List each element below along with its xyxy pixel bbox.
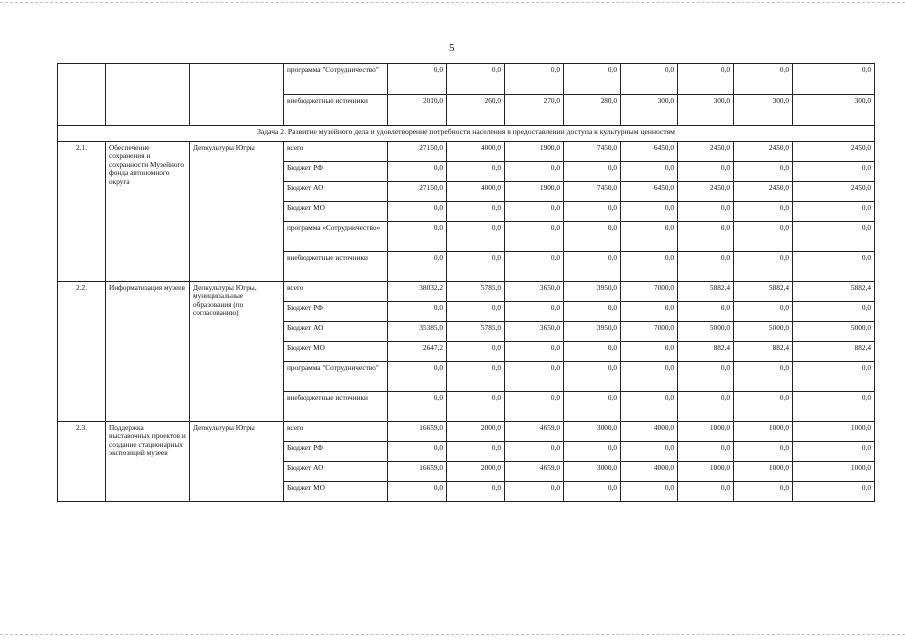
value-cell: 5882,4 <box>734 282 793 302</box>
row-label: Бюджет АО <box>284 182 388 202</box>
value-cell: 0,0 <box>505 64 564 95</box>
value-cell: 2647,2 <box>388 342 447 362</box>
value-cell: 0,0 <box>447 162 505 182</box>
value-cell: 0,0 <box>447 342 505 362</box>
row-label: Бюджет РФ <box>284 162 388 182</box>
value-cell: 0,0 <box>564 162 621 182</box>
value-cell: 0,0 <box>734 362 793 392</box>
value-cell: 1900,0 <box>505 182 564 202</box>
value-cell: 0,0 <box>734 302 793 322</box>
value-cell: 0,0 <box>564 482 621 502</box>
value-cell: 0,0 <box>505 482 564 502</box>
value-cell: 0,0 <box>447 222 505 252</box>
value-cell: 0,0 <box>505 202 564 222</box>
item-executor: Депкультуры Югры, муниципальные образования (по согласованию) <box>190 282 284 422</box>
value-cell: 1000,0 <box>793 422 875 442</box>
value-cell: 0,0 <box>734 162 793 182</box>
value-cell: 3000,0 <box>564 462 621 482</box>
row-label: Бюджет АО <box>284 462 388 482</box>
value-cell: 0,0 <box>505 252 564 282</box>
value-cell: 0,0 <box>388 64 447 95</box>
value-cell: 5000,0 <box>734 322 793 342</box>
value-cell: 0,0 <box>388 252 447 282</box>
value-cell: 0,0 <box>793 302 875 322</box>
value-cell: 7450,0 <box>564 142 621 162</box>
value-cell: 4000,0 <box>447 182 505 202</box>
value-cell: 0,0 <box>678 252 734 282</box>
value-cell: 0,0 <box>793 392 875 422</box>
value-cell: 3650,0 <box>505 282 564 302</box>
value-cell: 4000,0 <box>621 462 678 482</box>
row-label: Бюджет МО <box>284 342 388 362</box>
row-label: внебюджетные источники <box>284 252 388 282</box>
value-cell: 0,0 <box>678 362 734 392</box>
value-cell: 300,0 <box>734 95 793 126</box>
value-cell: 0,0 <box>734 202 793 222</box>
value-cell: 0,0 <box>734 64 793 95</box>
value-cell: 38032,2 <box>388 282 447 302</box>
item-name: Обеспечение сохранения и сохранности Музейного фонда автономного округа <box>106 142 190 282</box>
row-label: внебюджетные источники <box>284 95 388 126</box>
value-cell: 7000,0 <box>621 282 678 302</box>
value-cell: 300,0 <box>678 95 734 126</box>
value-cell: 2450,0 <box>793 142 875 162</box>
task-title: Задача 2. Развитие музейного дела и удовлетворение потребности населения в предоставлении доступа к культурным ценностям <box>58 126 875 142</box>
value-cell: 0,0 <box>505 392 564 422</box>
value-cell: 4000,0 <box>621 422 678 442</box>
value-cell: 0,0 <box>447 302 505 322</box>
value-cell: 2450,0 <box>734 182 793 202</box>
value-cell: 2000,0 <box>447 422 505 442</box>
row-label: всего <box>284 142 388 162</box>
value-cell: 0,0 <box>505 302 564 322</box>
row-label: Бюджет РФ <box>284 442 388 462</box>
value-cell: 1900,0 <box>505 142 564 162</box>
value-cell: 6450,0 <box>621 182 678 202</box>
value-cell: 0,0 <box>564 252 621 282</box>
item-executor: Депкультуры Югры <box>190 142 284 282</box>
value-cell: 2010,0 <box>388 95 447 126</box>
value-cell: 0,0 <box>793 252 875 282</box>
value-cell: 0,0 <box>621 202 678 222</box>
value-cell: 7000,0 <box>621 322 678 342</box>
value-cell: 0,0 <box>621 362 678 392</box>
value-cell: 0,0 <box>621 392 678 422</box>
value-cell: 0,0 <box>505 442 564 462</box>
item-number: 2.2. <box>58 282 106 422</box>
row-label: программа "Сотрудничество" <box>284 64 388 95</box>
value-cell: 0,0 <box>621 162 678 182</box>
value-cell: 0,0 <box>621 64 678 95</box>
row-label: внебюджетные источники <box>284 392 388 422</box>
value-cell: 882,4 <box>678 342 734 362</box>
value-cell: 0,0 <box>734 442 793 462</box>
value-cell: 3950,0 <box>564 282 621 302</box>
value-cell: 5785,0 <box>447 322 505 342</box>
value-cell: 3000,0 <box>564 422 621 442</box>
table-body <box>58 64 875 502</box>
value-cell: 0,0 <box>564 362 621 392</box>
row-label: Бюджет РФ <box>284 302 388 322</box>
value-cell: 0,0 <box>447 482 505 502</box>
value-cell: 0,0 <box>447 392 505 422</box>
value-cell: 0,0 <box>621 252 678 282</box>
row-label: всего <box>284 422 388 442</box>
value-cell: 0,0 <box>734 252 793 282</box>
value-cell: 280,0 <box>564 95 621 126</box>
value-cell: 0,0 <box>564 392 621 422</box>
value-cell: 6450,0 <box>621 142 678 162</box>
value-cell: 16659,0 <box>388 422 447 442</box>
value-cell: 882,4 <box>734 342 793 362</box>
item-name: Поддержка выставочных проектов и создание стационарных экспозиций музеев <box>106 422 190 502</box>
value-cell: 0,0 <box>734 482 793 502</box>
funding-table <box>57 63 875 502</box>
row-label: Бюджет МО <box>284 482 388 502</box>
value-cell: 4659,0 <box>505 462 564 482</box>
value-cell: 2450,0 <box>678 142 734 162</box>
value-cell: 260,0 <box>447 95 505 126</box>
value-cell: 0,0 <box>388 222 447 252</box>
value-cell: 27150,0 <box>388 142 447 162</box>
value-cell: 0,0 <box>678 222 734 252</box>
table-row <box>58 422 875 442</box>
value-cell: 0,0 <box>621 482 678 502</box>
value-cell: 0,0 <box>678 162 734 182</box>
value-cell: 0,0 <box>505 222 564 252</box>
value-cell: 1000,0 <box>678 462 734 482</box>
value-cell: 0,0 <box>388 202 447 222</box>
row-label: программа "Сотрудничество" <box>284 362 388 392</box>
value-cell: 0,0 <box>564 302 621 322</box>
value-cell: 2000,0 <box>447 462 505 482</box>
value-cell: 0,0 <box>734 222 793 252</box>
value-cell: 0,0 <box>793 162 875 182</box>
page-number: 5 <box>449 42 455 54</box>
value-cell: 0,0 <box>793 482 875 502</box>
value-cell: 0,0 <box>793 202 875 222</box>
value-cell: 0,0 <box>505 162 564 182</box>
value-cell: 0,0 <box>678 482 734 502</box>
value-cell: 1000,0 <box>734 422 793 442</box>
value-cell: 5000,0 <box>678 322 734 342</box>
value-cell: 3950,0 <box>564 322 621 342</box>
value-cell: 0,0 <box>564 222 621 252</box>
value-cell: 270,0 <box>505 95 564 126</box>
value-cell: 0,0 <box>388 362 447 392</box>
value-cell: 0,0 <box>388 442 447 462</box>
row-label: Бюджет АО <box>284 322 388 342</box>
value-cell: 0,0 <box>678 302 734 322</box>
value-cell: 0,0 <box>505 342 564 362</box>
num-cell <box>58 64 106 126</box>
value-cell: 35385,0 <box>388 322 447 342</box>
table-row <box>58 142 875 162</box>
value-cell: 1000,0 <box>678 422 734 442</box>
value-cell: 0,0 <box>447 202 505 222</box>
table-row <box>58 64 875 95</box>
value-cell: 4000,0 <box>447 142 505 162</box>
value-cell: 300,0 <box>621 95 678 126</box>
value-cell: 0,0 <box>793 362 875 392</box>
value-cell: 0,0 <box>621 342 678 362</box>
value-cell: 0,0 <box>678 64 734 95</box>
value-cell: 300,0 <box>793 95 875 126</box>
value-cell: 7450,0 <box>564 182 621 202</box>
value-cell: 5882,4 <box>678 282 734 302</box>
value-cell: 0,0 <box>564 64 621 95</box>
item-executor: Депкультуры Югры <box>190 422 284 502</box>
value-cell: 0,0 <box>447 362 505 392</box>
value-cell: 0,0 <box>505 362 564 392</box>
value-cell: 4659,0 <box>505 422 564 442</box>
value-cell: 0,0 <box>621 302 678 322</box>
value-cell: 2450,0 <box>734 142 793 162</box>
value-cell: 2450,0 <box>793 182 875 202</box>
executor-cell <box>190 64 284 126</box>
value-cell: 0,0 <box>447 442 505 462</box>
value-cell: 0,0 <box>564 342 621 362</box>
value-cell: 0,0 <box>678 442 734 462</box>
value-cell: 0,0 <box>447 252 505 282</box>
value-cell: 5785,0 <box>447 282 505 302</box>
value-cell: 27150,0 <box>388 182 447 202</box>
value-cell: 16659,0 <box>388 462 447 482</box>
value-cell: 0,0 <box>447 64 505 95</box>
value-cell: 0,0 <box>621 442 678 462</box>
value-cell: 0,0 <box>793 64 875 95</box>
table-row <box>58 282 875 302</box>
value-cell: 0,0 <box>678 202 734 222</box>
value-cell: 2450,0 <box>678 182 734 202</box>
value-cell: 0,0 <box>388 392 447 422</box>
scan-edge-top <box>0 2 905 3</box>
row-label: Бюджет МО <box>284 202 388 222</box>
item-number: 2.1. <box>58 142 106 282</box>
value-cell: 1000,0 <box>793 462 875 482</box>
value-cell: 5882,4 <box>793 282 875 302</box>
value-cell: 0,0 <box>388 162 447 182</box>
value-cell: 0,0 <box>678 392 734 422</box>
value-cell: 0,0 <box>734 392 793 422</box>
item-number: 2.3. <box>58 422 106 502</box>
item-name: Информатизация музеев <box>106 282 190 422</box>
value-cell: 3650,0 <box>505 322 564 342</box>
task-row <box>58 126 875 142</box>
name-cell <box>106 64 190 126</box>
value-cell: 0,0 <box>388 482 447 502</box>
value-cell: 0,0 <box>388 302 447 322</box>
value-cell: 0,0 <box>564 202 621 222</box>
value-cell: 0,0 <box>564 442 621 462</box>
row-label: всего <box>284 282 388 302</box>
scan-edge-bottom <box>0 634 905 635</box>
value-cell: 0,0 <box>621 222 678 252</box>
value-cell: 882,4 <box>793 342 875 362</box>
value-cell: 0,0 <box>793 442 875 462</box>
value-cell: 1000,0 <box>734 462 793 482</box>
row-label: программа «Сотрудничество» <box>284 222 388 252</box>
value-cell: 5000,0 <box>793 322 875 342</box>
value-cell: 0,0 <box>793 222 875 252</box>
